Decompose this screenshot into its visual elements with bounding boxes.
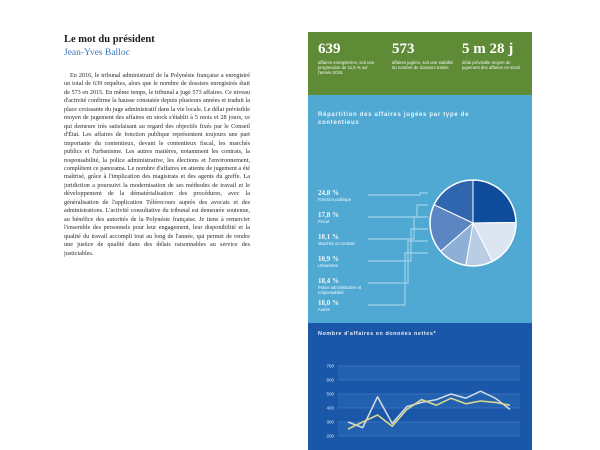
article-column bbox=[64, 34, 250, 392]
category-label: Fiscal bbox=[318, 219, 329, 224]
key-figures-band bbox=[308, 32, 532, 95]
category-percent: 24,8 % bbox=[318, 189, 339, 197]
chart-band bbox=[338, 366, 520, 380]
stat-value: 573 bbox=[392, 41, 415, 57]
category-percent: 18,0 % bbox=[318, 299, 339, 307]
pie-category-2 bbox=[318, 233, 388, 246]
category-label: Urbanisme bbox=[318, 263, 339, 268]
stat-label: affaires enregistrées, soit une progression de 11,5 % sur l'année 2015 bbox=[318, 60, 375, 76]
y-tick-label: 700 bbox=[326, 363, 334, 369]
chart-band bbox=[338, 422, 520, 436]
category-percent: 18,4 % bbox=[318, 277, 339, 285]
y-tick-label: 200 bbox=[326, 433, 334, 439]
y-tick-label: 400 bbox=[326, 405, 334, 411]
category-label: Fonction publique bbox=[318, 197, 352, 202]
y-tick-label: 300 bbox=[326, 419, 334, 425]
category-label: Autres bbox=[318, 307, 331, 312]
category-label: Marchés et contrats bbox=[318, 241, 355, 246]
line-chart-title: Nombre d'affaires en données nettes* bbox=[318, 331, 437, 337]
pie-category-4 bbox=[318, 277, 388, 295]
pie-category-3 bbox=[318, 255, 388, 268]
stat-label: affaires jugées, soit une stabilité du nombre de dossiers traités bbox=[392, 60, 454, 71]
stat-label: délai prévisible moyen de jugement des affaires en stock bbox=[462, 60, 521, 71]
article-body: En 2016, le tribunal administratif de la Polynésie française a enregistré un total de 639 requêtes, alors que le nombre de dossiers enregistrés était de 573 en 2015. En même temps, le tribunal a jugé 573 affaires. Ce niveau d'activité confirme la hausse constatée depuis plusieurs années et traduit la place croissante du juge administratif dans la vie locale. Le délai prévisible moyen de jugement des affaires en stock s'établit à 5 mois et 28 jours, ce qui demeure très satisfaisant au regard des objectifs fixés par le Conseil d'État. Les affaires de fonction publique représentent toujours une part importante du contentieux, devant le contentieux fiscal, les marchés publics et l'urbanisme. Les autres matières, notamment les contrats, la responsabilité, la police administrative, les élections et l'environnement, complètent ce panorama. Le nombre d'affaires en attente de jugement a été maîtrisé, grâce à l'implication des magistrats et des agents du greffe. La juridiction a poursuivi la modernisation de ses méthodes de travail et le développement de la dématérialisation des procédures, avec la généralisation de l'application Télérecours auprès des avocats et des administrations. L'activité consultative du tribunal est demeurée soutenue, au bénéfice des autorités de la Polynésie française. Je tiens à remercier l'ensemble des personnels pour leur engagement, leur disponibilité et la qualité du travail accompli tout au long de l'année, qui permet de rendre une justice de qualité dans des délais raisonnables au service des justiciables. bbox=[64, 72, 250, 257]
stat-judged bbox=[392, 41, 454, 70]
stat-value: 5 m 28 j bbox=[462, 41, 514, 57]
category-percent: 17,8 % bbox=[318, 211, 339, 219]
stat-value: 639 bbox=[318, 41, 341, 57]
article-author: Jean-Yves Balloc bbox=[64, 48, 130, 58]
line-chart-section bbox=[308, 323, 532, 450]
pie-section-title: Répartition des affaires jugées par type de contentieux bbox=[318, 112, 470, 126]
stat-delay bbox=[462, 41, 524, 70]
line-chart bbox=[308, 323, 532, 450]
article-title: Le mot du président bbox=[64, 34, 155, 45]
infographic-panel bbox=[308, 32, 532, 450]
pie-category-1 bbox=[318, 211, 388, 224]
y-tick-label: 600 bbox=[326, 377, 334, 383]
stat-registered bbox=[318, 41, 380, 76]
category-percent: 10,9 % bbox=[318, 255, 339, 263]
pie-category-5 bbox=[318, 299, 388, 312]
category-percent: 10,1 % bbox=[318, 233, 339, 241]
y-tick-label: 500 bbox=[326, 391, 334, 397]
pie-category-0 bbox=[318, 189, 388, 202]
category-label: Police administrative et responsabilité bbox=[318, 285, 362, 295]
pie-section bbox=[308, 95, 532, 345]
